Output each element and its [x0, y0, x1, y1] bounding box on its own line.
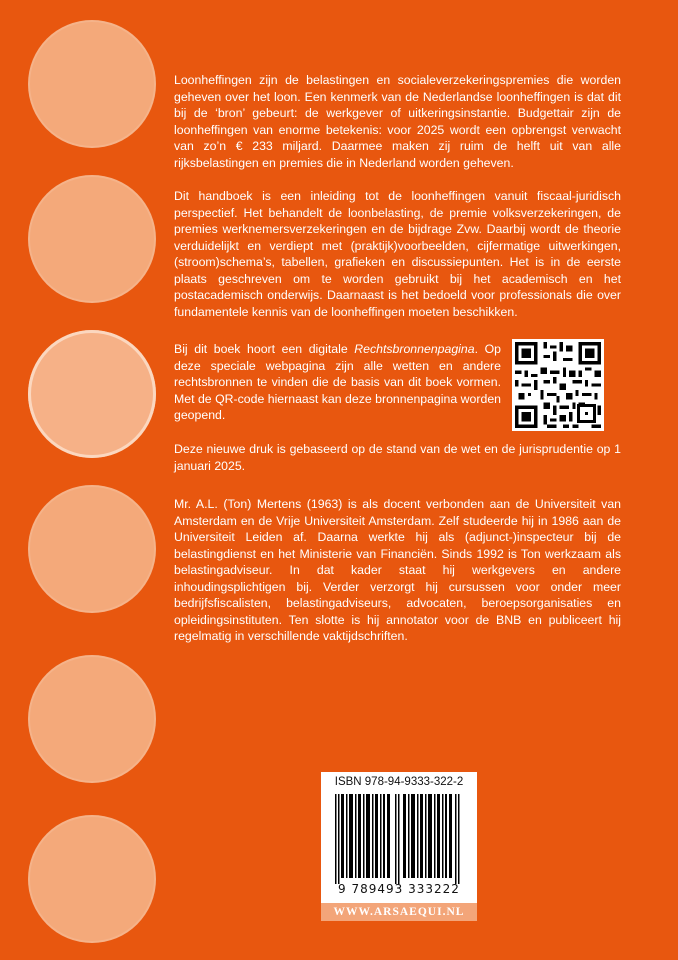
rechtsbronnen-paragraph: [174, 341, 501, 424]
intro-paragraph: Loonheffingen zijn de belastingen en socialeverzekeringspremies die worden geheven over het loon. Een kenmerk van de Nederlandse loonheffingen is dat dit bij de ‘bron’ gebeurt: de werkgever of uitkeringsinstantie. Budgettair zijn de loonheffingen van enorme betekenis: voor 2025 wordt een opbrengst verwacht van zo’n € 233 miljard. Daarmee maken zij ruim de helft uit van alle rijksbelastingen en premies die in Nederland worden geheven.: [174, 73, 621, 170]
isbn-label: ISBN 978-94-9333-322-2: [334, 776, 464, 788]
decorative-circle-1: [28, 20, 156, 148]
decorative-circle-4: [28, 485, 156, 613]
rechtsbronnen-title: Rechtsbronnenpagina: [354, 342, 475, 356]
handbook-paragraph: Dit handboek is een inleiding tot de loonheffingen vanuit fiscaal-juridisch perspectief. Het behandelt de loonbelasting, de premie volksverzekeringen, de premies werknemersverzekeringen en de bijdrage Zvw. Daarbij wordt de theorie verduidelijkt en verdiept met (praktijk)voorbeelden, cijfermatige uitwerkingen, (stroom)schema’s, tabellen, grafieken en discussiepunten. Het is in de eerste plaats geschreven om te worden gebruikt bij het academisch en het postacademisch onderwijs. Daarnaast is het bedoeld voor professionals die over fundamentele kennis van de loonheffingen moeten beschikken.: [174, 189, 621, 319]
barcode-digits: 9 789493 333222: [338, 882, 460, 896]
author-paragraph: Mr. A.L. (Ton) Mertens (1963) is als docent verbonden aan de Universiteit van Amsterdam en de Vrije Universiteit Amsterdam. Zelf studeerde hij in 1986 aan de Universiteit Leiden af. Daarna werkte hij als (adjunct-)inspecteur bij de belastingdienst en het Ministerie van Financiën. Sinds 1992 is Ton werkzaam als belastingadviseur. In dat kader staat hij werkgevers en andere inhoudingsplichtigen bij. Verder verzorgt hij cursussen voor onder meer bedrijfsfiscalisten, belastingadviseurs, advocaten, beroepsorganisaties en opleidingsinstituten. Ten slotte is hij annotator voor de BNB en publiceert hij regelmatig in verschillende vaktijdschriften.: [174, 497, 621, 643]
qr-code-icon: [512, 339, 604, 431]
decorative-circle-3: [28, 330, 156, 458]
publisher-url[interactable]: WWW.ARSAEQUI.NL: [321, 903, 477, 921]
isbn-barcode: [321, 772, 477, 903]
rechtsbronnen-text-a: Bij dit boek hoort een digitale: [174, 342, 355, 356]
qr-code[interactable]: [512, 339, 604, 431]
decorative-circle-6: [28, 815, 156, 943]
decorative-circle-2: [28, 175, 156, 303]
decorative-circle-5: [28, 655, 156, 783]
edition-paragraph: Deze nieuwe druk is gebaseerd op de stand van de wet en de jurisprudentie op 1 januari 2025.: [174, 442, 621, 473]
barcode-icon: [329, 794, 469, 884]
rechtsbronnen-text-b: . Op deze speciale webpagina zijn alle wetten en andere rechtsbronnen te vinden die de basis van dit boek vormen. Met de QR-code hiernaast kan deze bronnenpagina worden geopend.: [174, 342, 501, 422]
